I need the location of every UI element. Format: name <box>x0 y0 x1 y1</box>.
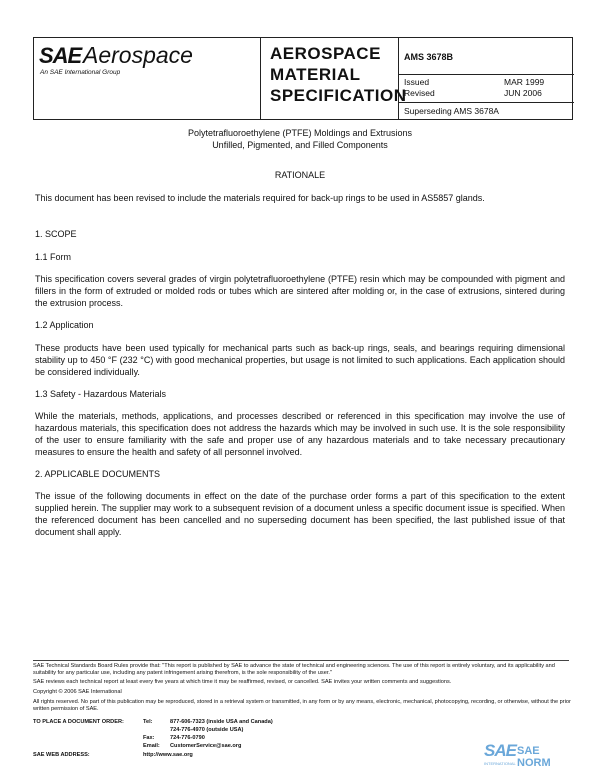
tel-label: Tel: <box>143 719 153 725</box>
header-divider <box>398 74 574 75</box>
doc-title-line1: Polytetrafluoroethylene (PTFE) Moldings and Extrusions <box>187 128 413 138</box>
application-heading: 1.2 Application <box>35 320 94 330</box>
applicable-documents-text: The issue of the following documents in effect on the date of the purchase order forms a part of this specification to the extent supplied herein. The supplier may work to a subsequent revision of a document unless a specific document issue is specified. When the referenced document has been cancelled and no superseding document has been specified, the last published issue of that document shall apply. <box>35 491 565 537</box>
web-link[interactable]: http://www.sae.org <box>143 752 193 758</box>
web-label: SAE WEB ADDRESS: <box>33 752 90 758</box>
doc-type-title <box>270 43 407 106</box>
application-text: These products have been used typically for mechanical parts such as back-up rings, seals, and bearings requiring dimensional stability up to 450 °F (232 °C) with good mechanical properties, but usage is not limited to such applications. Each application should be considered individually. <box>35 343 565 377</box>
tel-value[interactable]: 877-606-7323 (inside USA and Canada) <box>170 719 273 725</box>
form-text: This specification covers several grades of virgin polytetrafluoroethylene (PTFE) resin which may be compounded with pigment and fillers in the form of extruded or molded rods or tubes which are sintered after molding or, in the case of extrusions, sintered during the extrusion process. <box>35 274 565 308</box>
doc-title-line2: Unfilled, Pigmented, and Filled Components <box>212 140 388 150</box>
header-divider <box>260 38 261 119</box>
issued-label: Issued <box>404 77 430 87</box>
sae-norm-sub: INTERNATIONAL <box>484 761 516 766</box>
revised-label: Revised <box>404 88 435 98</box>
footer-rule <box>33 660 569 661</box>
title-line: AEROSPACE <box>270 44 381 63</box>
doc-number: AMS 3678B <box>404 52 454 62</box>
sae-logo: SAE <box>39 43 82 68</box>
aerospace-logo-text: Aerospace <box>83 42 193 68</box>
sae-norm-badge <box>484 739 574 769</box>
header-box <box>33 37 573 120</box>
sae-norm-text: SAE NORM <box>517 745 551 769</box>
review-note: SAE reviews each technical report at least every five years at which time it may be reaffirmed, revised, or cancelled. SAE invites your written comments and suggestions. <box>33 679 452 685</box>
email-link[interactable]: CustomerService@sae.org <box>170 743 242 749</box>
fax-value[interactable]: 724-776-0790 <box>170 735 205 741</box>
rights-note: All rights reserved. No part of this publication may be reproduced, stored in a retrieval system or transmitted, in any form or by any means, electronic, mechanical, photocopying, recording, or otherwise, without the prior written permission of SAE. <box>33 699 571 712</box>
board-rules-note: SAE Technical Standards Board Rules provide that: "This report is published by SAE to advance the state of technical and engineering sciences. The use of this report is entirely voluntary, and its applicability and suitability for any particular use, including any patent infringement arising therefrom, is the sole responsibility of the user." <box>33 663 555 676</box>
logo-tagline: An SAE International Group <box>40 69 121 76</box>
order-label: TO PLACE A DOCUMENT ORDER: <box>33 719 124 725</box>
superseding-note: Superseding AMS 3678A <box>404 106 499 116</box>
safety-heading: 1.3 Safety - Hazardous Materials <box>35 389 167 399</box>
issued-date: MAR 1999 <box>504 77 545 87</box>
tel2-value[interactable]: 724-776-4970 (outside USA) <box>170 727 244 733</box>
sae-norm-logo: SAE <box>484 741 516 760</box>
rationale-text: This document has been revised to include the materials required for back-up rings to be used in AS5857 glands. <box>35 193 485 203</box>
applicable-documents-heading: 2. APPLICABLE DOCUMENTS <box>35 469 161 479</box>
form-heading: 1.1 Form <box>35 252 72 262</box>
title-line: SPECIFICATION <box>270 86 407 105</box>
fax-label: Fax: <box>143 735 155 741</box>
title-line: MATERIAL <box>270 65 361 84</box>
header-divider <box>398 102 574 103</box>
safety-text: While the materials, methods, applications, and processes described or referenced in this specification may involve the use of hazardous materials, this specification does not address the hazards which may be involved in such use. It is the sole responsibility of the user to ensure familiarity with the safe and proper use of any hazardous materials and to take necessary precautionary measures to ensure the health and safety of all personnel involved. <box>35 411 565 457</box>
revised-date: JUN 2006 <box>504 88 542 98</box>
rationale-heading: RATIONALE <box>274 170 326 180</box>
email-label: Email: <box>143 743 160 749</box>
scope-heading: 1. SCOPE <box>35 229 77 239</box>
copyright-note: Copyright © 2006 SAE International <box>33 689 122 695</box>
